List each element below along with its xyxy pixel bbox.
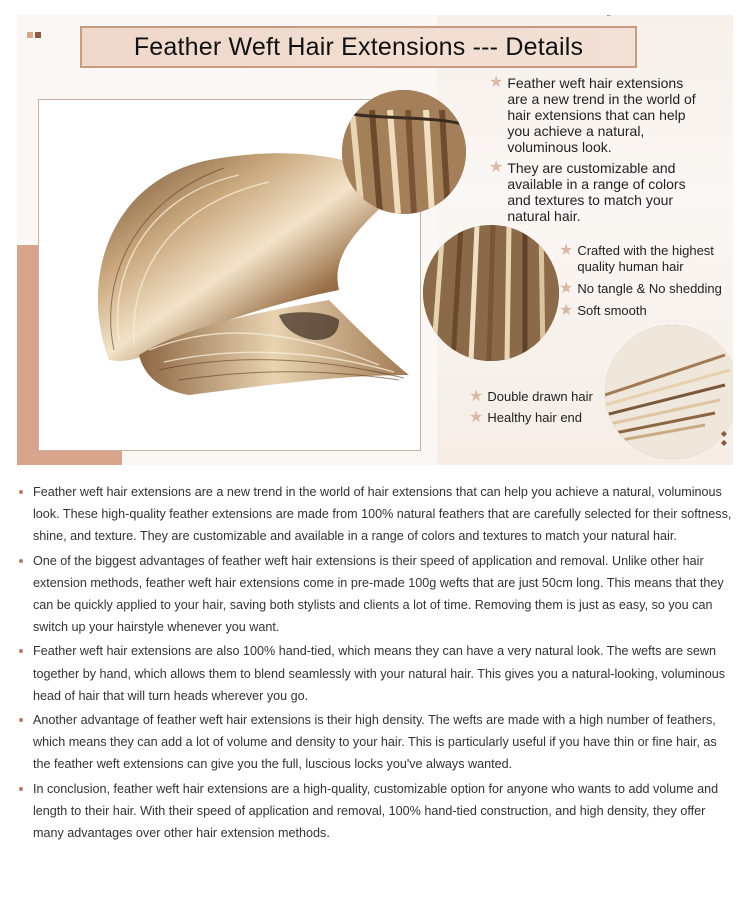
hero-banner: [17, 15, 733, 465]
bullet-icon: [19, 649, 23, 653]
end-feature-2: [469, 410, 609, 426]
star-icon: ★: [559, 280, 574, 297]
hair-texture-circle: [423, 225, 559, 361]
weft-closeup-circle: [342, 90, 466, 214]
bullet-icon: [19, 559, 23, 563]
description-paragraph: [17, 709, 733, 776]
description-paragraph: [17, 778, 733, 845]
quality-feature-2: [559, 281, 733, 297]
paragraph-text: One of the biggest advantages of feather weft hair extensions is their speed of application and removal. Unlike other hair extension methods, feather weft hair extensions come in pre-made 100g wefts that are just 50cm long. This means that they can be quickly applied to your hair, saving both stylists and clients a lot of time. Removing them is just as easy, so you can switch up your hairstyle whenever you want.: [33, 553, 724, 635]
feature-text: They are customizable and available in a range of colors and textures to match your natural hair.: [507, 160, 686, 224]
quality-feature-3: [559, 303, 729, 319]
feature-text: Soft smooth: [577, 303, 647, 318]
corner-diamond-icon: ◆ ◆: [720, 429, 727, 447]
end-feature-1: [469, 389, 609, 405]
title-banner: [80, 26, 637, 68]
feature-text: No tangle & No shedding: [577, 281, 722, 296]
star-icon: ★: [559, 302, 574, 319]
description-paragraph: [17, 640, 733, 707]
paragraph-text: Feather weft hair extensions are a new trend in the world of hair extensions that can help you achieve a natural, voluminous look. These high-quality feather extensions are made from 100% natural feathers that are carefully selected for their softness, shine, and texture. They are customizable and available in a range of colors and textures to match your natural hair.: [33, 485, 732, 544]
star-icon: ★: [469, 388, 484, 405]
description-section: [17, 481, 733, 846]
star-icon: ★: [469, 409, 484, 426]
hair-end-circle: [605, 325, 733, 459]
intro-feature-1: [489, 75, 707, 155]
star-icon: ★: [489, 74, 504, 91]
paragraph-text: In conclusion, feather weft hair extensions are a high-quality, customizable option for anyone who wants to add volume and length to their hair. With their speed of application and removal, 100% hand-tied construction, and high density, they offer many advantages over other hair extension methods.: [33, 781, 719, 841]
quality-feature-1: [559, 243, 729, 275]
description-paragraph: [17, 550, 733, 639]
description-paragraph: [17, 481, 733, 548]
decorative-squares: [27, 25, 43, 43]
bullet-icon: [19, 718, 23, 722]
star-icon: ★: [559, 242, 574, 259]
feature-text: Crafted with the highest quality human hair: [577, 243, 714, 274]
feature-text: Double drawn hair: [487, 389, 593, 404]
paragraph-text: Feather weft hair extensions are also 100% hand-tied, which means they can have a very natural look. The wefts are sewn together by hand, which allows them to blend seamlessly with your natural hair. This gives you a natural-looking, voluminous head of hair that will turn heads wherever you go.: [33, 644, 726, 703]
paragraph-text: Another advantage of feather weft hair extensions is their high density. The wefts are made with a high number of feathers, which means they can add a lot of volume and density to your hair. This is particularly useful if you have thin or fine hair, as the feather weft extensions can give you the full, luscious locks you've always wanted.: [33, 713, 717, 772]
page-title: Feather Weft Hair Extensions --- Details: [133, 32, 584, 61]
feature-text: Healthy hair end: [487, 410, 583, 425]
star-icon: ★: [489, 159, 504, 176]
bullet-icon: [19, 490, 23, 494]
intro-feature-2: [489, 160, 707, 224]
feature-text: Feather weft hair extensions are a new trend in the world of hair extensions that can help you achieve a natural, voluminous look.: [507, 75, 696, 155]
bullet-icon: [19, 787, 23, 791]
